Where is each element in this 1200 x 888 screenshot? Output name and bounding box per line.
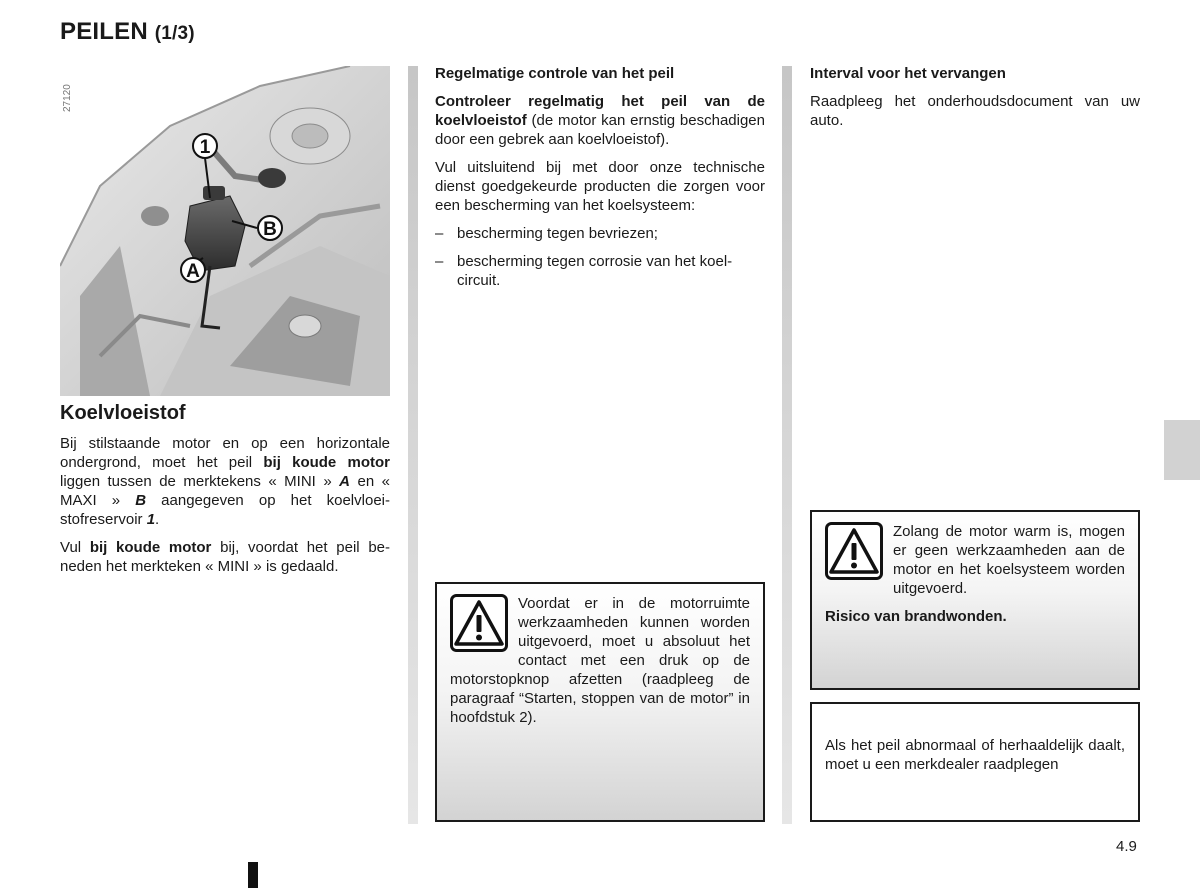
warning-box-hot-engine [810,510,1140,690]
warning-burn-risk: Risico van brandwonden. [825,608,1007,625]
section-heading-replacement-interval: Interval voor het vervangen [810,65,1006,82]
section-heading-regular-check: Regelmatige controle van het peil [435,65,675,82]
engine-bay-drawing [60,66,390,396]
callout-1-text: 1 [199,137,211,158]
right-column [810,64,1140,139]
regular-check-paragraph: Controleer regelmatig het peil van de koelvloeistof (de motor kan ernstig beschadigen door een gebrek aan koelvloeistof). [435,93,765,148]
left-column [60,434,390,585]
chapter-tab [1164,420,1200,480]
coolant-refill-paragraph: Vul bij koude motor bij, voordat het peil beneden het merkteken « MINI » is gedaald. [60,539,391,575]
page-title [60,18,195,46]
title-page-count: (1/3) [154,23,195,44]
replacement-interval-paragraph: Raadpleeg het onderhoudsdocument van uw auto. [810,93,1140,129]
callout-a-text: A [186,261,200,282]
figure-code: 27120 [62,84,73,112]
crop-mark [248,862,258,888]
middle-column [435,64,765,299]
page-number: 4.9 [1116,838,1137,855]
warning-box-engine-compartment [435,582,765,822]
approved-products-paragraph: Vul uitsluitend bij met door onze technische dienst goedgekeurde producten die zorgen voor een bescherming van het koelsysteem: [435,159,765,214]
info-text-level-drop: Als het peil abnormaal of herhaaldelijk daalt, moet u een merkdealer raadplegen [825,737,1125,773]
warning-text-engine-compartment: Voordat er in de motorruimte werkzaamheden kunnen worden uitgevoerd, moet u absoluut het contact met een druk op de motorstopknop afzetten (raadpleeg de paragraaf “Starten, stoppen van de motor” in hoofdstuk 2). [450,595,750,726]
engine-bay-illustration [60,66,390,396]
warning-triangle-icon [450,594,508,652]
warning-triangle-icon [825,522,883,580]
callout-b-text: B [263,219,277,240]
column-divider-right [782,66,792,824]
coolant-level-paragraph: Bij stilstaande motor en op een horizontale ondergrond, moet het peil bij koude motor liggen tussen de merktekens « MINI » A en « MAXI » B aangegeven op het koelvloeistofreservoir 1. [60,435,390,528]
warning-text-hot-engine: Zolang de motor warm is, mogen er geen werkzaamheden aan de motor en het koelsysteem worden uitgevoerd. [893,523,1125,597]
section-heading-coolant: Koelvloeistof [60,402,186,424]
list-item: – bescherming tegen corrosie van het koelcircuit. [435,253,733,289]
column-divider-left [408,66,418,824]
info-box-level-drop [810,702,1140,822]
list-item: – bescherming tegen bevriezen; [435,225,658,242]
title-text: PEILEN [60,18,148,45]
